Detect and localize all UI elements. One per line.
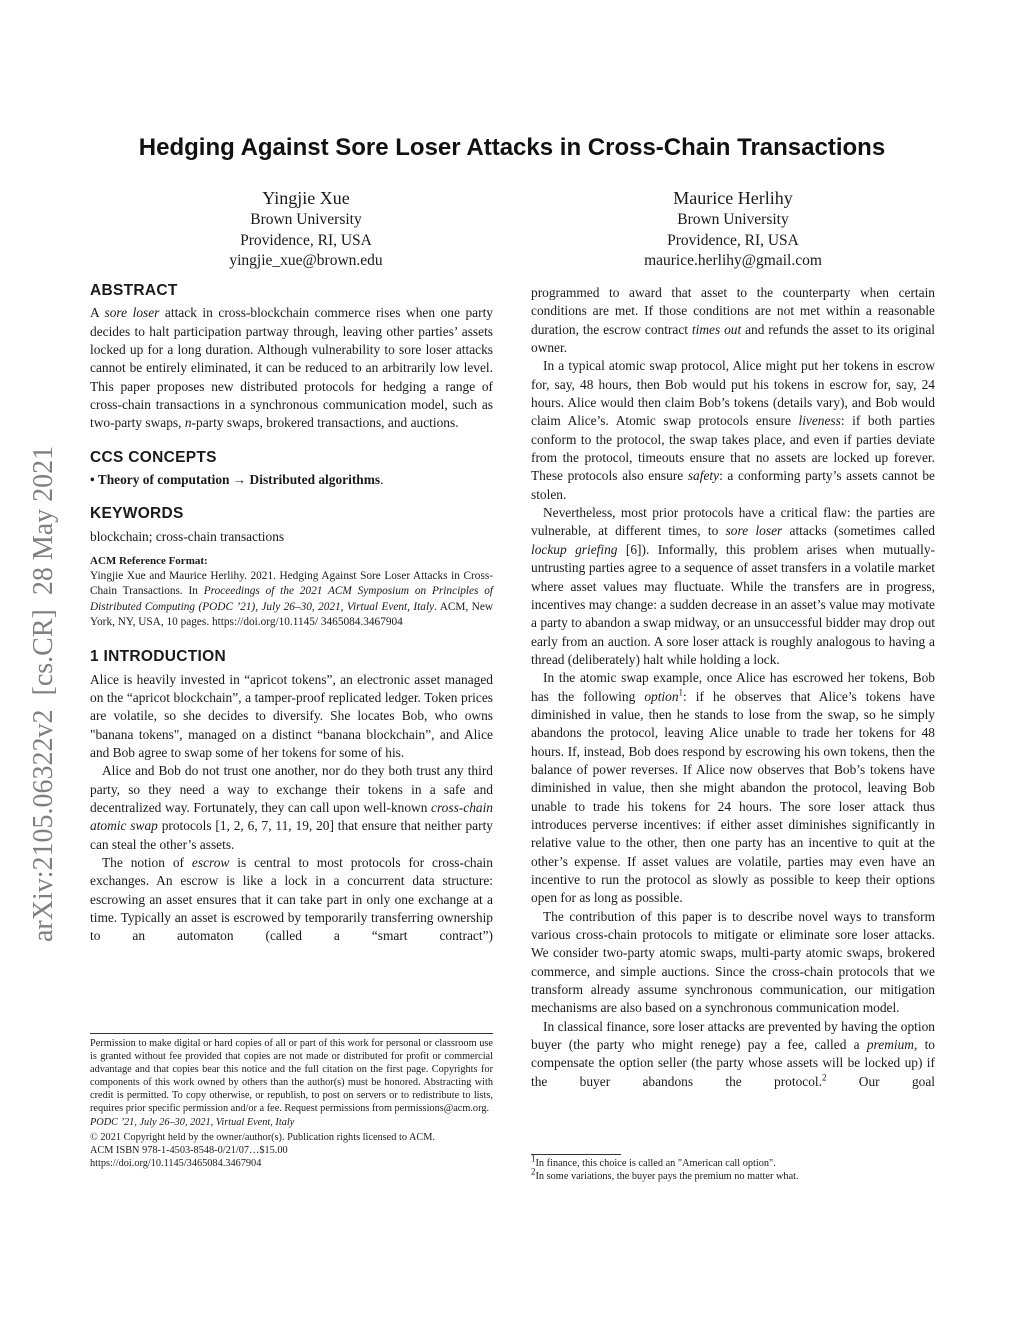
- arxiv-stamp: arXiv:2105.06322v2 [cs.CR] 28 May 2021: [28, 445, 59, 942]
- acm-ref-body: [90, 569, 493, 630]
- emphasis-text: cross-chain atomic swap: [90, 800, 493, 834]
- text-run: programmed to award that asset to the counterparty when certain conditions are met. If those conditions are not met within a reasonable duration, the escrow contract: [531, 285, 935, 337]
- paragraph: [531, 284, 935, 357]
- paragraph: [90, 854, 493, 946]
- author-email: yingjie_xue@brown.edu: [229, 252, 383, 269]
- footnote-ref: 1: [678, 687, 684, 698]
- footnote: [531, 1153, 935, 1171]
- text-run: Alice is heavily invested in “apricot tokens”, an electronic asset managed on the “apricot blockchain”, a tamper-proof replicated ledger. Token prices are volatile, so she decides to diversify. She locates Bob, who owns "banana tokens", managed on a distinct “banana blockchain”, and Alice and Bob agree to swap some of her tokens for some of his.: [90, 671, 493, 761]
- author-affiliation: Brown University: [250, 211, 362, 228]
- paper-title: Hedging Against Sore Loser Attacks in Cross-Chain Transactions: [138, 134, 886, 161]
- right-column: [531, 284, 935, 1091]
- abstract-body: [90, 304, 493, 432]
- text-run: The notion of: [102, 855, 192, 871]
- text-run: In classical finance, sore loser attacks are prevented by having the option buyer (the party who might renege) pay a fee, called a: [531, 1018, 935, 1053]
- text-run: : a conforming party’s assets cannot be stolen.: [531, 468, 935, 502]
- paragraph: [531, 1018, 935, 1091]
- emphasis-text: safety: [687, 468, 720, 484]
- keywords-heading: KEYWORDS: [90, 505, 184, 523]
- text-run: The contribution of this paper is to describe novel ways to transform various cross-chain protocols to mitigate or eliminate sore loser attacks. We consider two-party atomic swaps, multi-party atomic swaps, brokered commerce, and simple auctions. Since the cross-chain protocols that we transform already assume synchronous communication, our mitigation mechanisms are also based on a synchronous communication model.: [531, 908, 935, 1016]
- text-run: attacks (sometimes called: [782, 523, 935, 539]
- text-run: -party swaps, brokered transactions, and auctions.: [191, 415, 459, 431]
- footnote-text: In some variations, the buyer pays the premium no matter what.: [535, 1170, 799, 1182]
- text-run: and refunds the asset to its original owner.: [531, 321, 935, 356]
- text-run: In the atomic swap example, once Alice has escrowed her tokens, Bob has the following: [531, 670, 935, 704]
- text-run: is central to most protocols for cross-chain exchanges. An escrow is like a lock in a concurrent data structure: escrowing an asset ensures that it can take part in only one exchange at a time. Typically an asset is escrowed by temporarily transferring ownership to an automaton (called a “smart contract”): [90, 855, 493, 944]
- ccs-tail: .: [380, 472, 384, 488]
- intro-heading: 1 INTRODUCTION: [90, 648, 226, 666]
- emphasis-text: premium: [866, 1037, 914, 1053]
- footnote: [531, 1166, 935, 1184]
- permission-notice: [90, 1033, 493, 1171]
- text-run: : if he observes that Alice’s tokens have diminished in value, then he stands to lose from the swap, so he simply abandons the protocol, leaving Alice unable to trade her tokens for 48 hours. If, instead, Bob does respond by escrowing his own tokens, then the balance of power reverses. If Alice now observes that Bob’s tokens have diminished in value, then she might abandon the protocol, leaving Bob unable to trade his tokens for 24 hours. The sore loser attack thus introduces perverse incentives: if either asset diminishes significantly in relative value to the other, then one party has an incentive to quit at the other’s expense. If asset values are volatile, parties may even have an incentive to run the protocol as slowly as possible to keep their options open for as long as possible.: [531, 688, 935, 906]
- emphasis-text: sore loser: [104, 305, 160, 321]
- right-body: [531, 284, 935, 1091]
- text-run: , to compensate the option seller (the party whose assets will be locked up) if the buyer abandons the protocol.: [531, 1037, 935, 1089]
- acm-ref-heading: ACM Reference Format:: [90, 555, 208, 568]
- abstract-heading: ABSTRACT: [90, 282, 178, 299]
- emphasis-text: escrow: [191, 855, 230, 871]
- isbn: ACM ISBN 978-1-4503-8548-0/21/07…$15.00: [90, 1145, 288, 1157]
- emphasis-text: liveness: [798, 413, 841, 429]
- text-run: Yingjie Xue and Maurice Herlihy. 2021. Hedging Against Sore Loser Attacks in Cross-Chain Transactions. In: [90, 570, 493, 598]
- text-run: protocols [1, 2, 6, 7, 11, 19, 20] that ensure that neither party can steal the other’s assets.: [90, 818, 494, 852]
- emphasis-text: times out: [691, 321, 742, 337]
- ccs-heading: CCS CONCEPTS: [90, 448, 217, 466]
- text-run: attack in cross-blockchain commerce rises when one party decides to halt participation partway through, leaving other parties’ assets locked up for a long duration. Although vulnerability to sore loser attacks cannot be entirely eliminated, it can be reduced to an arbitrarily low level. This paper proposes new distributed protocols for hedging a range of cross-chain transactions in a synchronous communication model, such as two-party swaps,: [90, 305, 493, 431]
- author-location: Providence, RI, USA: [667, 231, 799, 249]
- author-email: maurice.herlihy@gmail.com: [644, 252, 822, 269]
- text-run: . ACM, New York, NY, USA, 10 pages. https://doi.org/10.1145/ 3465084.3467904: [90, 600, 493, 629]
- author-affiliation: Brown University: [677, 211, 789, 228]
- venue: PODC ’21, July 26–30, 2021, Virtual Event, Italy: [90, 1117, 295, 1129]
- permission-text: Permission to make digital or hard copies of all or part of this work for personal or classroom use is granted without fee provided that copies are not made or distributed for profit or commercial advantage and that copies bear this notice and the full citation on the first page. Copyrights for components of this work owned by others than the author(s) must be honored. Abstracting with credit is permitted. To copy otherwise, or republish, to post on servers or to redistribute to lists, requires prior specific permission and/or a fee. Request permissions from permissions@acm.org.: [90, 1038, 493, 1114]
- paragraph: [90, 304, 493, 432]
- footnote-ref: 2: [822, 1072, 827, 1083]
- ccs-concepts: [90, 471, 493, 489]
- emphasis-text: n: [184, 415, 192, 431]
- author-block: [568, 186, 898, 272]
- text-run: [6]). Informally, this problem arises when mutually-untrusting parties agree to a sequence of asset transfers in a volatile market where asset values may fluctuate. While the transfers are in progress, incentives may change: a sudden decrease in an asset’s value may motivate a party to abandon a swap midway, or an unsuccessful bidder may drop out early from an auction. A sore loser attack is roughly analogous to having a thread (deliberately) halt while holding a lock.: [531, 541, 935, 667]
- paragraph: [531, 357, 935, 504]
- text-run: A: [90, 305, 105, 321]
- footnote-rule: [531, 1154, 621, 1155]
- author-block: [141, 186, 471, 272]
- ccs-text: • Theory of computation → Distributed algorithms: [90, 472, 381, 488]
- text-run: Alice and Bob do not trust one another, nor do they both trust any third party, so they need a way to exchange their tokens in a safe and decentralized way. Fortunately, they can call upon well-known: [90, 763, 493, 816]
- author-name: Maurice Herlihy: [673, 188, 793, 208]
- paragraph: [531, 669, 935, 907]
- footnotes: [531, 1154, 935, 1184]
- footnote-text: In finance, this choice is called an "American call option".: [535, 1158, 776, 1169]
- footnote-mark: 2: [531, 1166, 536, 1177]
- author-name: Yingjie Xue: [262, 188, 350, 208]
- text-run: In a typical atomic swap protocol, Alice might put her tokens in escrow for, say, 48 hours, then Bob would put his tokens in escrow for, say, 24 hours. Alice would then claim Bob’s tokens (details vary), and Bob would claim Alice’s. Atomic swap protocols ensure: [531, 358, 935, 429]
- emphasis-text: option: [644, 688, 679, 704]
- paragraph: [531, 908, 935, 1018]
- emphasis-text: lockup griefing: [531, 541, 618, 557]
- intro-body: [90, 671, 493, 946]
- keywords-text: blockchain; cross-chain transactions: [90, 528, 285, 544]
- text-run: Nevertheless, most prior protocols have a critical flaw: the parties are vulnerable, at different times, to: [531, 505, 935, 539]
- footnote-rule: [90, 1033, 493, 1034]
- author-location: Providence, RI, USA: [240, 231, 372, 249]
- footnote-mark: 1: [531, 1153, 536, 1164]
- paragraph: [90, 762, 493, 854]
- doi-link[interactable]: https://doi.org/10.1145/3465084.3467904: [90, 1158, 262, 1170]
- text-run: Our goal: [826, 1073, 935, 1089]
- copyright: © 2021 Copyright held by the owner/author(s). Publication rights licensed to ACM.: [90, 1132, 436, 1144]
- paragraph: [531, 504, 935, 669]
- paragraph: [90, 569, 493, 630]
- left-column: [90, 282, 493, 946]
- emphasis-text: Proceedings of the 2021 ACM Symposium on Principles of Distributed Computing (PODC ’21), July 26–30, 2021, Virtual Event, Italy: [90, 585, 494, 613]
- paragraph: [90, 671, 493, 763]
- emphasis-text: sore loser: [725, 523, 783, 539]
- text-run: : if both parties conform to the protocol, the swap takes place, and even if parties deviate from the protocol, timeouts ensure that no assets are locked up forever. These protocols also ensure: [531, 413, 935, 484]
